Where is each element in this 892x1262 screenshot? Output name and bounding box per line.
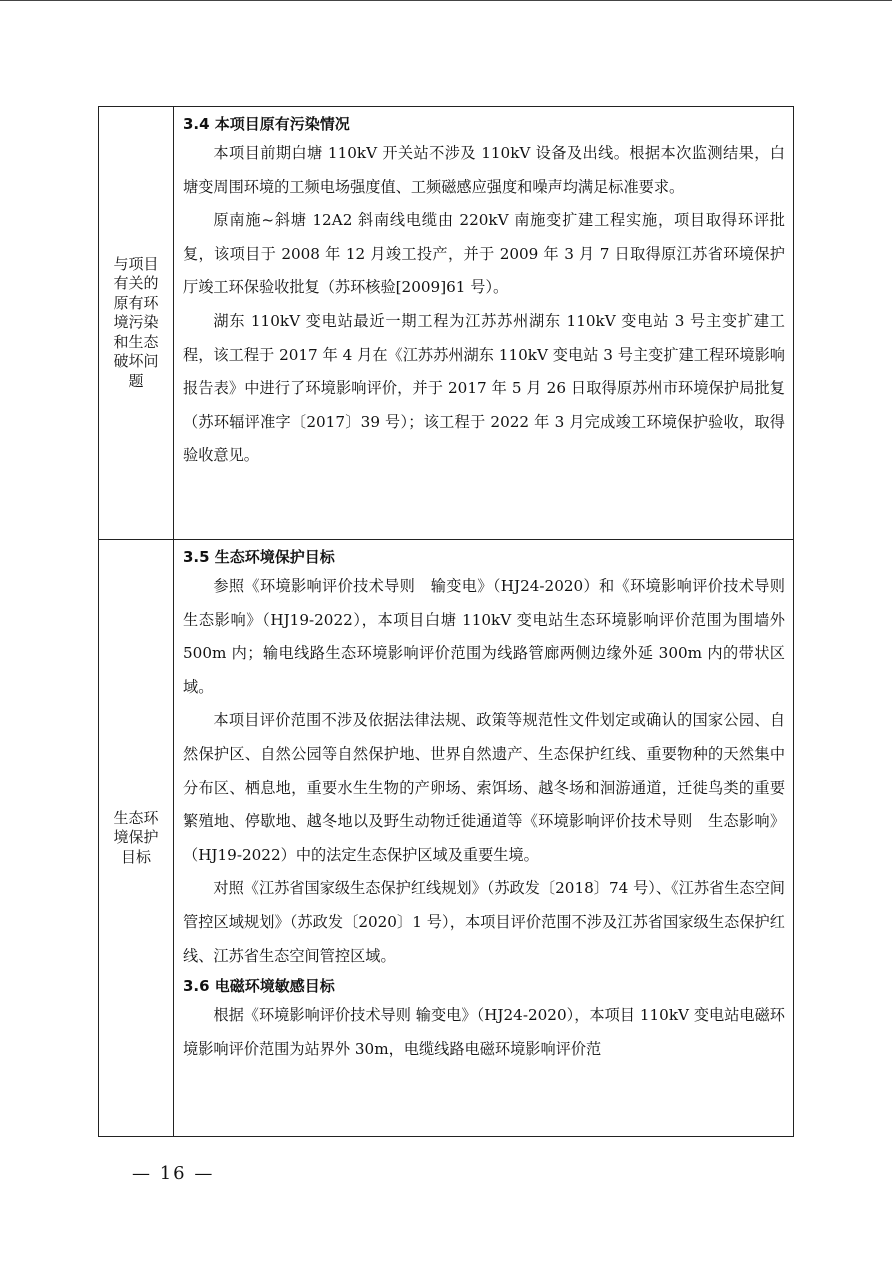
row-content-cell — [174, 107, 794, 540]
paragraph: 根据《环境影响评价技术导则 输变电》（HJ24-2020），本项目 110kV 变电站电磁环境影响评价范围为站界外 30m，电缆线路电磁环境影响评价范 — [183, 1006, 785, 1058]
row-label-cell — [99, 540, 174, 1137]
page-number: — 16 — — [132, 1163, 215, 1184]
row-content-cell — [174, 540, 801, 1137]
table-row — [99, 540, 794, 1137]
table-row — [99, 107, 794, 540]
section-title: 3.5 生态环境保护目标 — [183, 548, 335, 566]
content-table — [98, 106, 801, 1137]
paragraph: 参照《环境影响评价技术导则 输变电》（HJ24-2020）和《环境影响评价技术导则 生态影响》（HJ19-2022），本项目白塘 110kV 变电站生态环境影响评价范围为围墙外 500m 内；输电线路生态环境影响评价范围为线路管廊两侧边缘外延 300m 内的带状区域。 — [183, 577, 801, 696]
row-label: 与项目有关的原有环境污染和生态破坏问题 — [113, 254, 159, 390]
paragraph: 对照《江苏省国家级生态保护红线规划》（苏政发〔2018〕74 号）、《江苏省生态空间管控区域规划》（苏政发〔2020〕1 号），本项目评价范围不涉及江苏省国家级生态保护红线、江苏省生态空间管控区域。 — [183, 879, 785, 965]
paragraph: 本项目评价范围不涉及依据法律法规、政策等规范性文件划定或确认的国家公园、自然保护区、自然公园等自然保护地、世界自然遗产、生态保护红线、重要物种的天然集中分布区、栖息地，重要水生生物的产卵场、索饵场、越冬场和洄游通道，迁徙鸟类的重要繁殖地、停歇地、越冬地以及野生动物迁徙通道等《环境影响评价技术导则 生态影响》（HJ19-2022）中的法定生态保护区域及重要生境。 — [183, 711, 785, 864]
section-title: 3.4 本项目原有污染情况 — [183, 115, 350, 133]
page-top-border — [0, 0, 892, 1]
row-label-cell — [99, 107, 174, 540]
paragraph: 湖东 110kV 变电站最近一期工程为江苏苏州湖东 110kV 变电站 3 号主变扩建工程，该工程于 2017 年 4 月在《江苏苏州湖东 110kV 变电站 3 号主变扩建工程环境影响报告表》中进行了环境影响评价，并于 2017 年 5 月 26 日取得原苏州市环境保护局批复（苏环辐评准字〔2017〕39 号）；该工程于 2022 年 3 月完成竣工环境保护验收，取得验收意见。 — [183, 311, 785, 465]
row-label: 生态环境保护目标 — [113, 808, 159, 866]
section-title: 3.6 电磁环境敏感目标 — [183, 977, 335, 996]
paragraph: 本项目前期白塘 110kV 开关站不涉及 110kV 设备及出线。根据本次监测结果，白塘变周围环境的工频电场强度值、工频磁感应强度和噪声均满足标准要求。 — [183, 144, 785, 196]
paragraph: 原南施~斜塘 12A2 斜南线电缆由 220kV 南施变扩建工程实施，项目取得环评批复，该项目于 2008 年 12 月竣工投产，并于 2009 年 3 月 7 日取得原江苏省环境保护厅竣工环保验收批复（苏环核验[2009]61 号）。 — [183, 211, 785, 297]
